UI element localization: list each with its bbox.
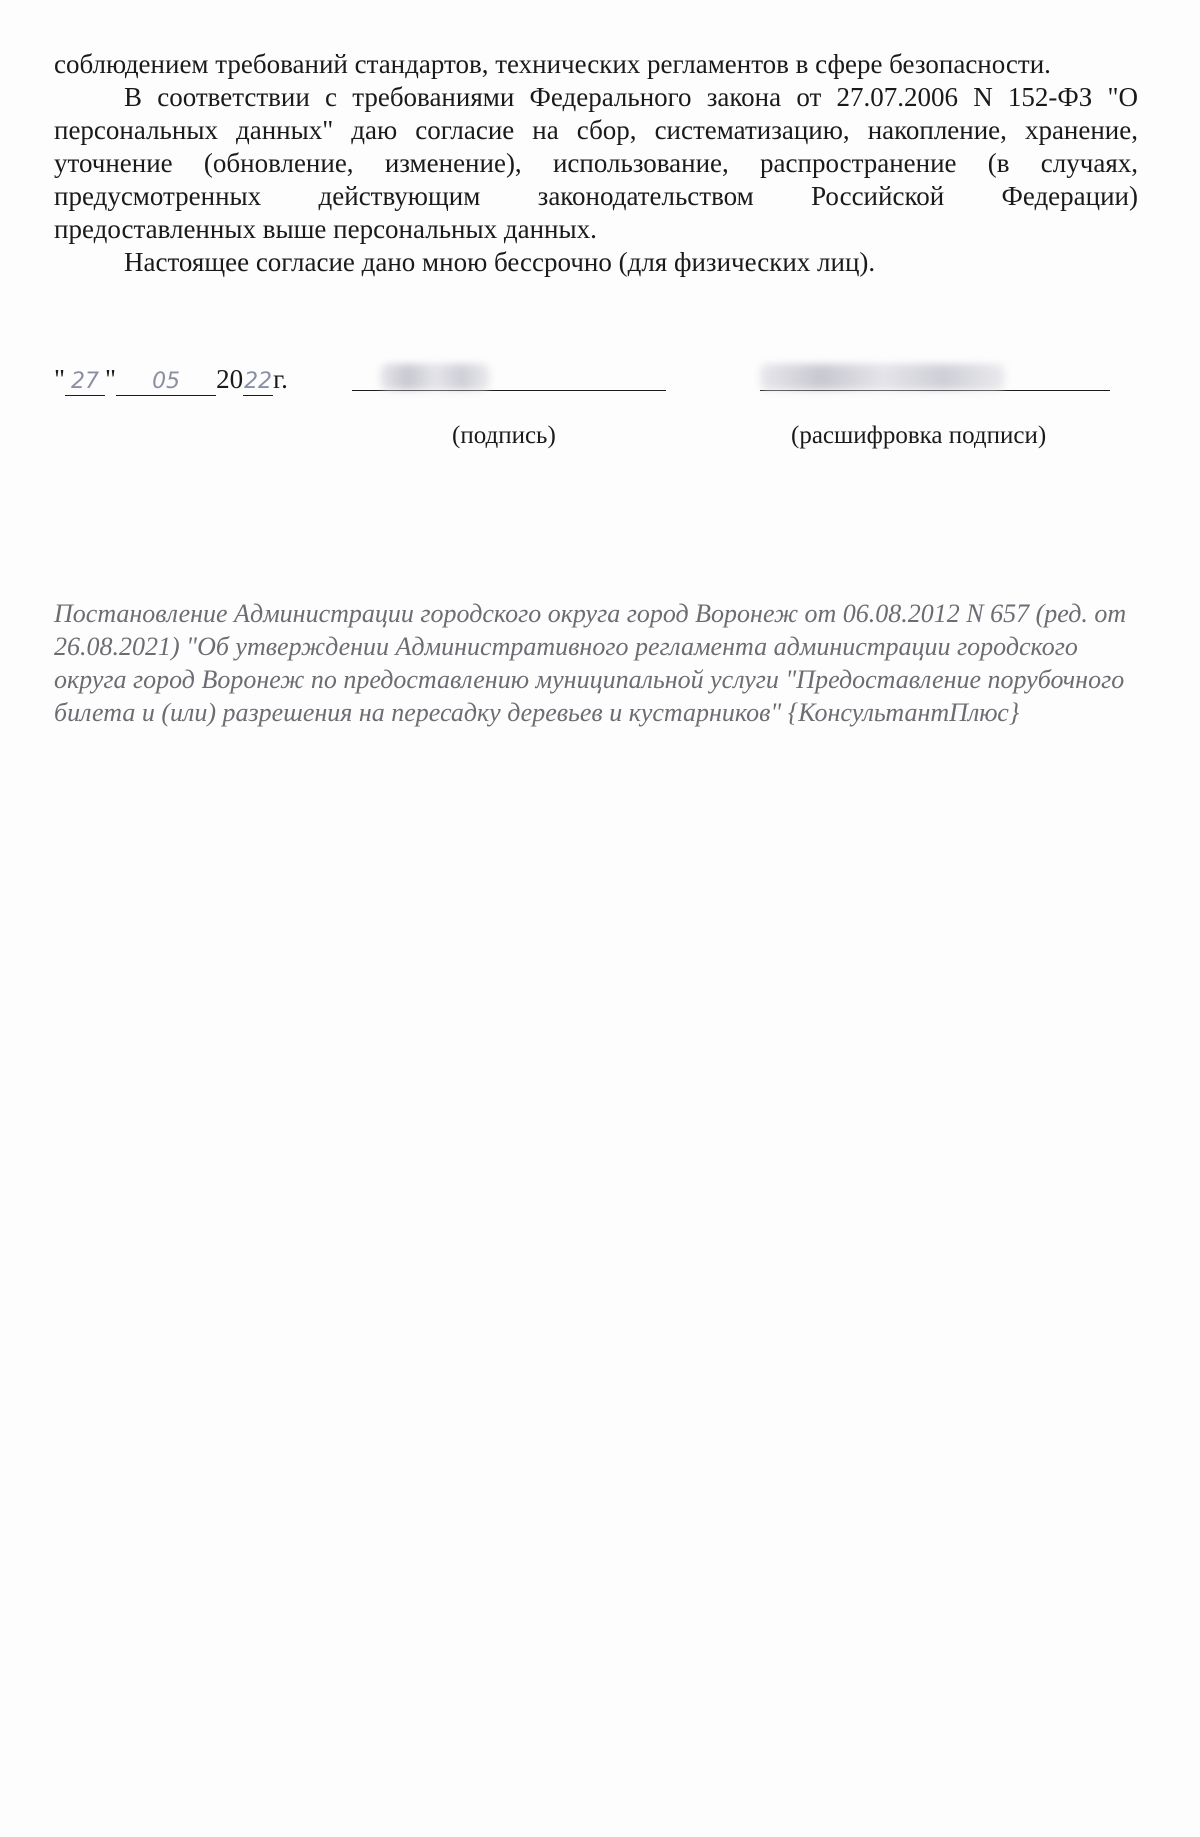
date-year-prefix: 20: [216, 364, 244, 394]
signature-decoding-caption: (расшифровка подписи): [791, 422, 1047, 449]
source-citation: Постановление Администрации городского округа город Воронеж от 06.08.2012 N 657 (ред. от 26.08.2021) "Об утверждении Административного регламента администрации городского округа город Воронеж по предоставлению муниципальной услуги "Предоставление порубочного билета и (или) разрешения на пересадку деревьев и кустарников" {КонсультантПлюс}: [54, 599, 1127, 727]
signature-decoding-line: [760, 390, 1110, 391]
date-quote-close: ": [105, 364, 117, 394]
redacted-name: [760, 364, 1005, 390]
date-day-handwritten: 27: [65, 369, 105, 396]
date-field: [54, 363, 288, 396]
redacted-signature: [380, 364, 490, 390]
paragraph-personal-data-consent: В соответствии с требованиями Федерального закона от 27.07.2006 N 152-ФЗ "О персональных данных" даю согласие на сбор, систематизацию, накопление, хранение, уточнение (обновление, изменение), использование, распространение (в случаях, предусмотренных действующим законодательством Российской Федерации) предоставленных выше персональных данных.: [54, 82, 1138, 244]
signature-line: [352, 390, 666, 391]
date-month-handwritten: 05: [116, 369, 216, 396]
paragraph-consent-term: Настоящее согласие дано мною бессрочно (для физических лиц).: [124, 247, 876, 277]
paragraph-safety-standards: соблюдением требований стандартов, технических регламентов в сфере безопасности.: [54, 49, 1051, 79]
date-quote-open: ": [54, 364, 66, 394]
date-year-unit: г.: [273, 364, 288, 394]
date-year-suffix-handwritten: 22: [244, 369, 273, 394]
signature-caption: (подпись): [452, 422, 556, 449]
